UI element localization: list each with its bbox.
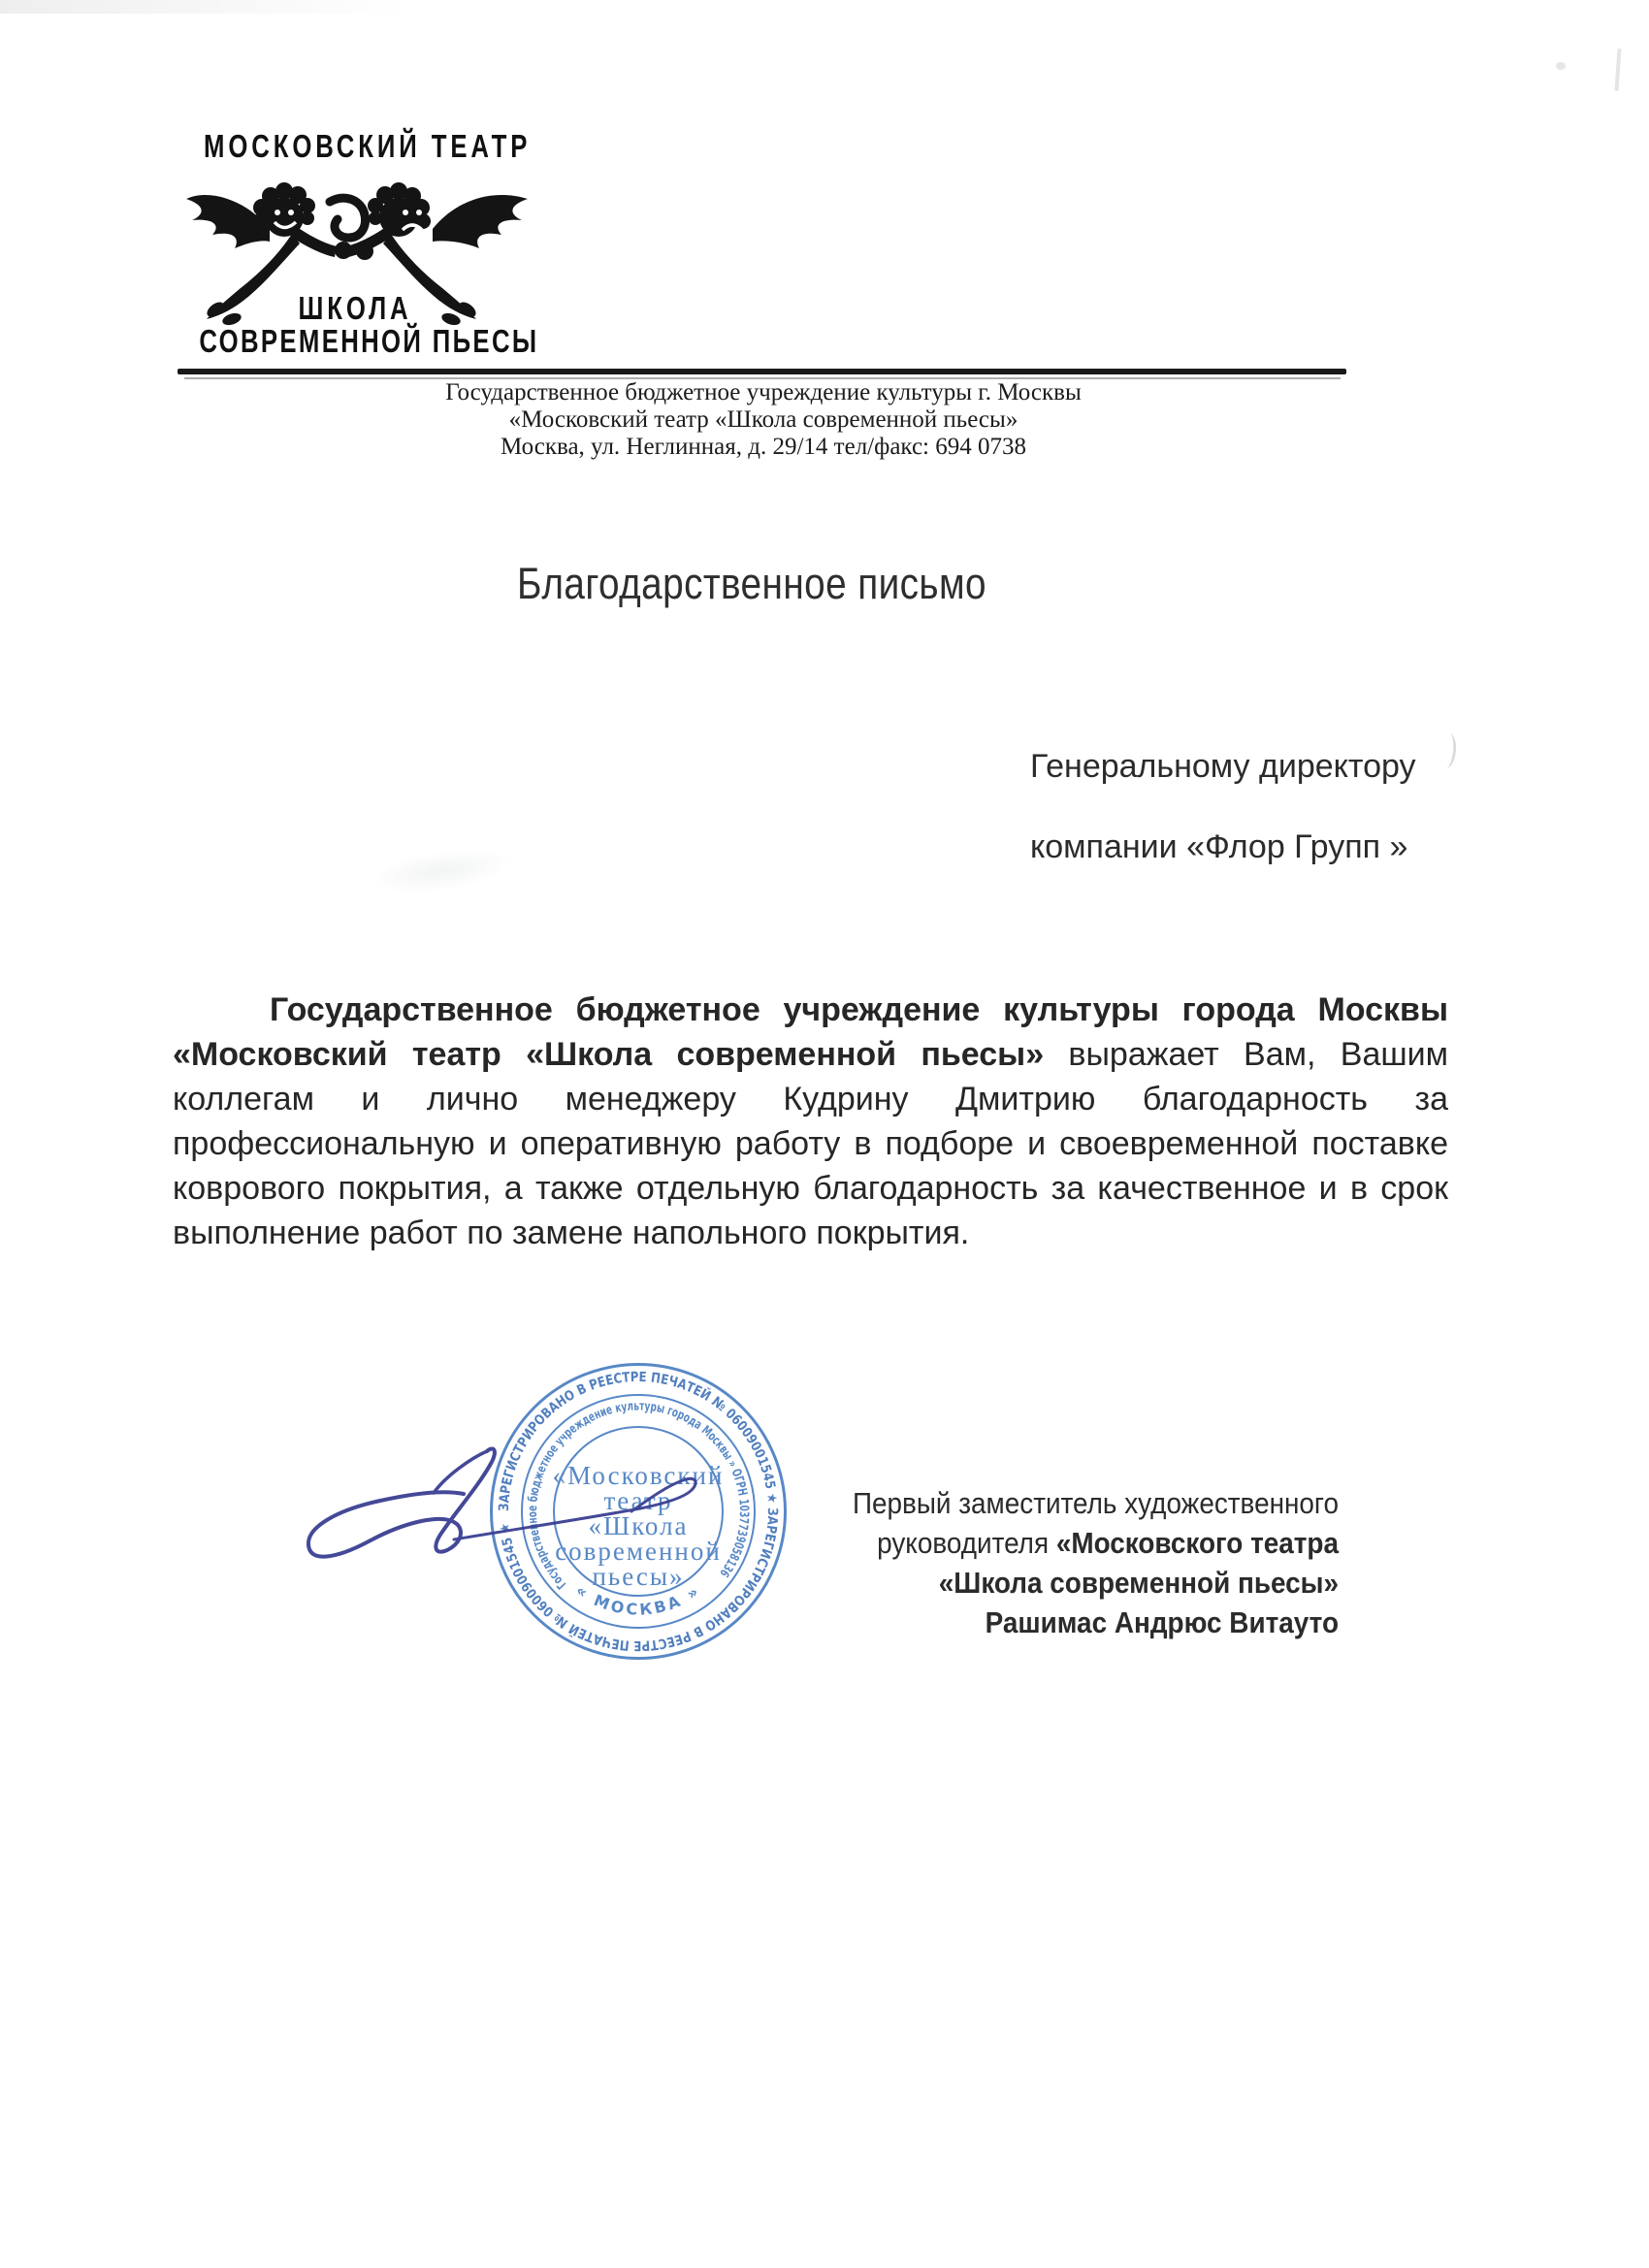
addressee-block — [1030, 747, 1416, 866]
body-rest: выражает Вам, Вашим коллегам и лично менеджеру Кудрину Дмитрию благодарность за профессиональную и оперативную работу в подборе и своевременной поставке коврового покрытия, а также отдельную благодарность за качественное и в срок выполнение работ по замене напольного покрытия. — [173, 1036, 1448, 1251]
stamp-outer-ring-text: ЗАРЕГИСТРИРОВАНО В РЕЕСТРЕ ПЕЧАТЕЙ № 06009001545 ★ ЗАРЕГИСТРИРОВАНО В РЕЕСТРЕ ПЕЧАТЕЙ № 06009001545 ★ — [496, 1369, 781, 1654]
stamp-middle-ring-text: Государственное бюджетное учреждение культуры города Москвы » ОГРН 1037739058136 — [525, 1399, 752, 1592]
logo-text-school: ШКОЛА — [298, 290, 412, 326]
signatory-title-line3: «Школа современной пьесы» — [938, 1566, 1339, 1600]
center-curl — [330, 198, 365, 238]
svg-text:пьесы»: пьесы» — [592, 1562, 685, 1591]
signature-upstroke — [434, 1451, 487, 1493]
letterhead-divider — [178, 369, 1346, 374]
letter-title: Благодарственное письмо — [517, 559, 987, 608]
handwritten-signature — [223, 1377, 766, 1630]
addressee-position: Генеральному директору — [1030, 748, 1416, 785]
signatory-title-line1: Первый заместитель художественного — [852, 1486, 1339, 1520]
letter-body-paragraph — [173, 988, 1448, 1255]
org-line-institution: Государственное бюджетное учреждение культуры г. Москвы — [445, 379, 1082, 405]
org-line-address-phone: Москва, ул. Неглинная, д. 29/14 тел/факс: 694 0738 — [501, 434, 1026, 460]
logo-text-moscow-theater: МОСКОВСКИЙ ТЕАТР — [204, 128, 532, 164]
scan-artifact-pen-mark — [1438, 732, 1458, 769]
scan-artifact-smudge — [367, 842, 516, 900]
signature-letter-stroke — [308, 1448, 495, 1556]
scan-artifact-mark — [1614, 49, 1621, 91]
logo-text-modern-play: СОВРЕМЕННОЙ ПЬЕСЫ — [199, 323, 539, 359]
svg-text:«Школа: «Школа — [588, 1511, 689, 1540]
svg-text:театр: театр — [603, 1486, 673, 1515]
signature-tail-stroke — [454, 1478, 695, 1539]
addressee-company: компании «Флор Групп » — [1030, 828, 1408, 865]
signatory-name: Рашимас Андрюс Витауто — [985, 1605, 1339, 1639]
svg-text:«Московский: «Московский — [552, 1461, 725, 1490]
signatory-title-line2: руководителя «Московского театра — [877, 1526, 1339, 1560]
scan-artifact-top-edge — [0, 0, 407, 14]
org-line-theater-name: «Московский театр «Школа современной пьесы» — [508, 406, 1018, 433]
stamp-city-text: « МОСКВА » — [572, 1580, 704, 1619]
right-cherub-wing — [433, 195, 528, 248]
svg-text:современной: современной — [555, 1537, 722, 1566]
letterhead-address-block — [169, 379, 1358, 461]
body-bold-lead: Государственное бюджетное учреждение культуры города Москвы «Московский театр «Школа современной пьесы» — [173, 991, 1448, 1073]
scan-artifact-dot — [1556, 62, 1566, 70]
signatory-block — [797, 1483, 1339, 1642]
